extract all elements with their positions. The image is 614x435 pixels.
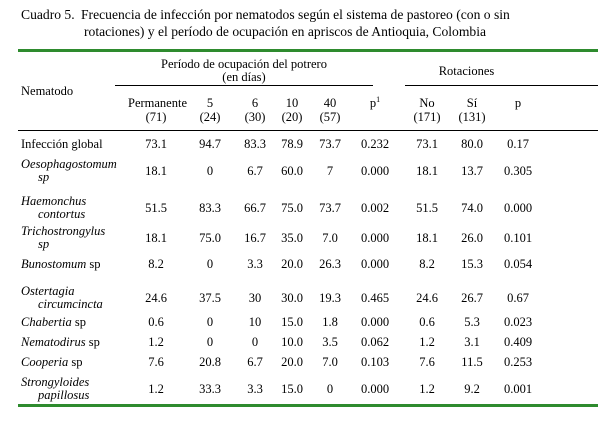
nematode-name <box>21 224 105 238</box>
table-cell: 73.1 <box>416 137 438 151</box>
table-cell: 73.1 <box>145 137 167 151</box>
table-cell: 15.0 <box>281 382 303 396</box>
table-cell: 10 <box>248 315 262 329</box>
table-cell: 16.7 <box>244 231 266 245</box>
table-cell: 3.1 <box>464 335 480 349</box>
nematode-name-text: Bunostomum <box>21 257 87 271</box>
column-header-count: (131) <box>458 110 486 124</box>
table-cell: 0 <box>251 335 259 349</box>
column-header-top: $p^1$ <box>369 94 381 110</box>
table-cell: 7.0 <box>322 355 338 369</box>
table-cell: 24.6 <box>416 291 438 305</box>
nematode-name-line2: contortus <box>38 207 86 221</box>
table-cell: 15.0 <box>281 315 303 329</box>
table-cell: 0 <box>206 164 214 178</box>
nematode-name-line2: sp <box>38 237 50 251</box>
nematode-name-text: Oesophagostomum <box>21 157 117 171</box>
table-cell: 94.7 <box>199 137 221 151</box>
table-cell: 0.465 <box>360 291 390 305</box>
nematode-name <box>21 157 117 171</box>
table-cell: 0 <box>206 315 214 329</box>
table-cell: 51.5 <box>416 201 438 215</box>
caption-line-1: Frecuencia de infección por nematodos según el sistema de pastoreo (con o sin <box>81 7 510 22</box>
table-cell: 0.6 <box>148 315 164 329</box>
footnote-marker: 1 <box>376 94 381 104</box>
table-cell: 51.5 <box>145 201 167 215</box>
table-cell: 0.000 <box>360 382 390 396</box>
table-cell: 0.000 <box>360 164 390 178</box>
header-nematodo: Nematodo <box>21 84 74 98</box>
table-cell: 18.1 <box>145 231 167 245</box>
table-cell: 1.2 <box>148 382 164 396</box>
nematode-name-text: Strongyloides <box>21 375 90 389</box>
nematode-name <box>21 355 82 369</box>
rotaciones-underline <box>405 85 598 86</box>
nematode-name-line2: sp <box>38 170 50 184</box>
table-cell: 0 <box>326 382 334 396</box>
table-cell: 18.1 <box>416 231 438 245</box>
table-cell: 8.2 <box>148 257 164 271</box>
table-cell: 0.253 <box>503 355 533 369</box>
table-cell: 74.0 <box>461 201 483 215</box>
table-cell: 83.3 <box>199 201 221 215</box>
table-cell: 3.3 <box>247 257 263 271</box>
table-cell: 0.000 <box>360 231 390 245</box>
table-cell: 6.7 <box>247 164 263 178</box>
table-cell: 1.2 <box>148 335 164 349</box>
table-cell: 0.103 <box>360 355 390 369</box>
table-cell: 0.17 <box>507 137 529 151</box>
table-cell: 26.7 <box>461 291 483 305</box>
periodo-underline <box>115 85 373 86</box>
table-cell: 20.8 <box>199 355 221 369</box>
nematode-name <box>21 375 89 389</box>
table-cell: 0.002 <box>360 201 390 215</box>
table-cell: 60.0 <box>281 164 303 178</box>
table-cell: 1.8 <box>322 315 338 329</box>
table-cell: 3.5 <box>322 335 338 349</box>
table-cell: 0.023 <box>503 315 533 329</box>
column-header-count: (171) <box>413 110 441 124</box>
nematode-name <box>21 284 74 298</box>
nematode-name-line2: papillosus <box>38 388 90 402</box>
table-cell: 75.0 <box>281 201 303 215</box>
table-cell: 0.000 <box>360 315 390 329</box>
table-cell: 20.0 <box>281 355 303 369</box>
nematode-name-text: Cooperia <box>21 355 69 369</box>
table-cell: 5.3 <box>464 315 480 329</box>
table-cell: 9.2 <box>464 382 480 396</box>
column-header-top: p <box>514 96 522 110</box>
table-cell: 30 <box>248 291 262 305</box>
table-cell: 37.5 <box>199 291 221 305</box>
column-header-top: No <box>419 96 435 110</box>
table-cell: 0.409 <box>503 335 533 349</box>
column-header-top: 40 <box>323 96 337 110</box>
nematode-name-text: Nematodirus <box>21 335 86 349</box>
column-header-top: Sí <box>466 96 478 110</box>
column-header-top: 5 <box>206 96 214 110</box>
header-rotaciones: Rotaciones <box>438 64 495 78</box>
table-cell: 15.3 <box>461 257 483 271</box>
table-cell: 73.7 <box>319 201 341 215</box>
nematode-name <box>21 335 100 349</box>
table-cell: 11.5 <box>461 355 483 369</box>
column-header-count: (30) <box>244 110 266 124</box>
column-header-count: (20) <box>281 110 303 124</box>
table-cell: 3.3 <box>247 382 263 396</box>
table-cell: 30.0 <box>281 291 303 305</box>
nematode-name <box>21 137 103 151</box>
nematode-name <box>21 194 86 208</box>
column-header-top: 10 <box>285 96 299 110</box>
table-cell: 0.000 <box>503 201 533 215</box>
column-header-count: (57) <box>319 110 341 124</box>
table-cell: 6.7 <box>247 355 263 369</box>
table-cell: 35.0 <box>281 231 303 245</box>
nematode-name-suffix: sp <box>86 257 101 271</box>
table-cell: 0.101 <box>503 231 533 245</box>
table-cell: 0.67 <box>507 291 529 305</box>
table-cell: 0.6 <box>419 315 435 329</box>
table-cell: 0.000 <box>360 257 390 271</box>
table-cell: 1.2 <box>419 335 435 349</box>
top-rule <box>18 49 598 52</box>
table-cell: 10.0 <box>281 335 303 349</box>
nematode-name-text: Infección global <box>21 137 103 151</box>
table-cell: 26.0 <box>461 231 483 245</box>
table-cell: 78.9 <box>281 137 303 151</box>
nematode-name <box>21 315 86 329</box>
table-cell: 8.2 <box>419 257 435 271</box>
caption-line-2: rotaciones) y el período de ocupación en apriscos de Antioquia, Colombia <box>84 24 487 39</box>
table-cell: 0.001 <box>503 382 533 396</box>
table-cell: 80.0 <box>461 137 483 151</box>
nematode-name-text: Chabertia <box>21 315 72 329</box>
nematode-name-text: Ostertagia <box>21 284 75 298</box>
table-cell: 24.6 <box>145 291 167 305</box>
table-cell: 33.3 <box>199 382 221 396</box>
table-cell: 26.3 <box>319 257 341 271</box>
nematode-name-line2: circumcincta <box>38 297 103 311</box>
table-cell: 7.0 <box>322 231 338 245</box>
nematode-name-suffix: sp <box>85 335 100 349</box>
table-cell: 18.1 <box>416 164 438 178</box>
nematode-name-suffix: sp <box>68 355 83 369</box>
header-periodo-line1: Período de ocupación del potrero <box>161 57 327 71</box>
table-cell: 0.062 <box>360 335 390 349</box>
header-rule <box>18 130 598 131</box>
table-cell: 19.3 <box>319 291 341 305</box>
table-cell: 18.1 <box>145 164 167 178</box>
nematode-name-text: Trichostrongylus <box>21 224 106 238</box>
column-header-count: (24) <box>199 110 221 124</box>
nematode-name-text: Haemonchus <box>21 194 87 208</box>
table-cell: 7.6 <box>419 355 435 369</box>
column-header-top: 6 <box>251 96 259 110</box>
bottom-rule <box>18 404 598 407</box>
header-periodo-line2: (en días) <box>222 70 266 84</box>
table-cell: 0.305 <box>503 164 533 178</box>
table-cell: 7.6 <box>148 355 164 369</box>
table-cell: 7 <box>326 164 334 178</box>
column-header-count: (71) <box>145 110 167 124</box>
table-cell: 73.7 <box>319 137 341 151</box>
table-cell: 20.0 <box>281 257 303 271</box>
table-cell: 83.3 <box>244 137 266 151</box>
nematode-name <box>21 257 101 271</box>
caption-label: Cuadro 5. <box>21 7 75 22</box>
table-cell: 13.7 <box>461 164 483 178</box>
table-cell: 0 <box>206 257 214 271</box>
column-header-top: Permanente <box>128 96 188 110</box>
table-cell: 0.054 <box>503 257 533 271</box>
nematode-name-suffix: sp <box>71 315 86 329</box>
table-cell: 66.7 <box>244 201 266 215</box>
table-caption <box>21 6 601 40</box>
table-cell: 0 <box>206 335 214 349</box>
table-cell: 1.2 <box>419 382 435 396</box>
table-cell: 75.0 <box>199 231 221 245</box>
table-cell: 0.232 <box>360 137 390 151</box>
